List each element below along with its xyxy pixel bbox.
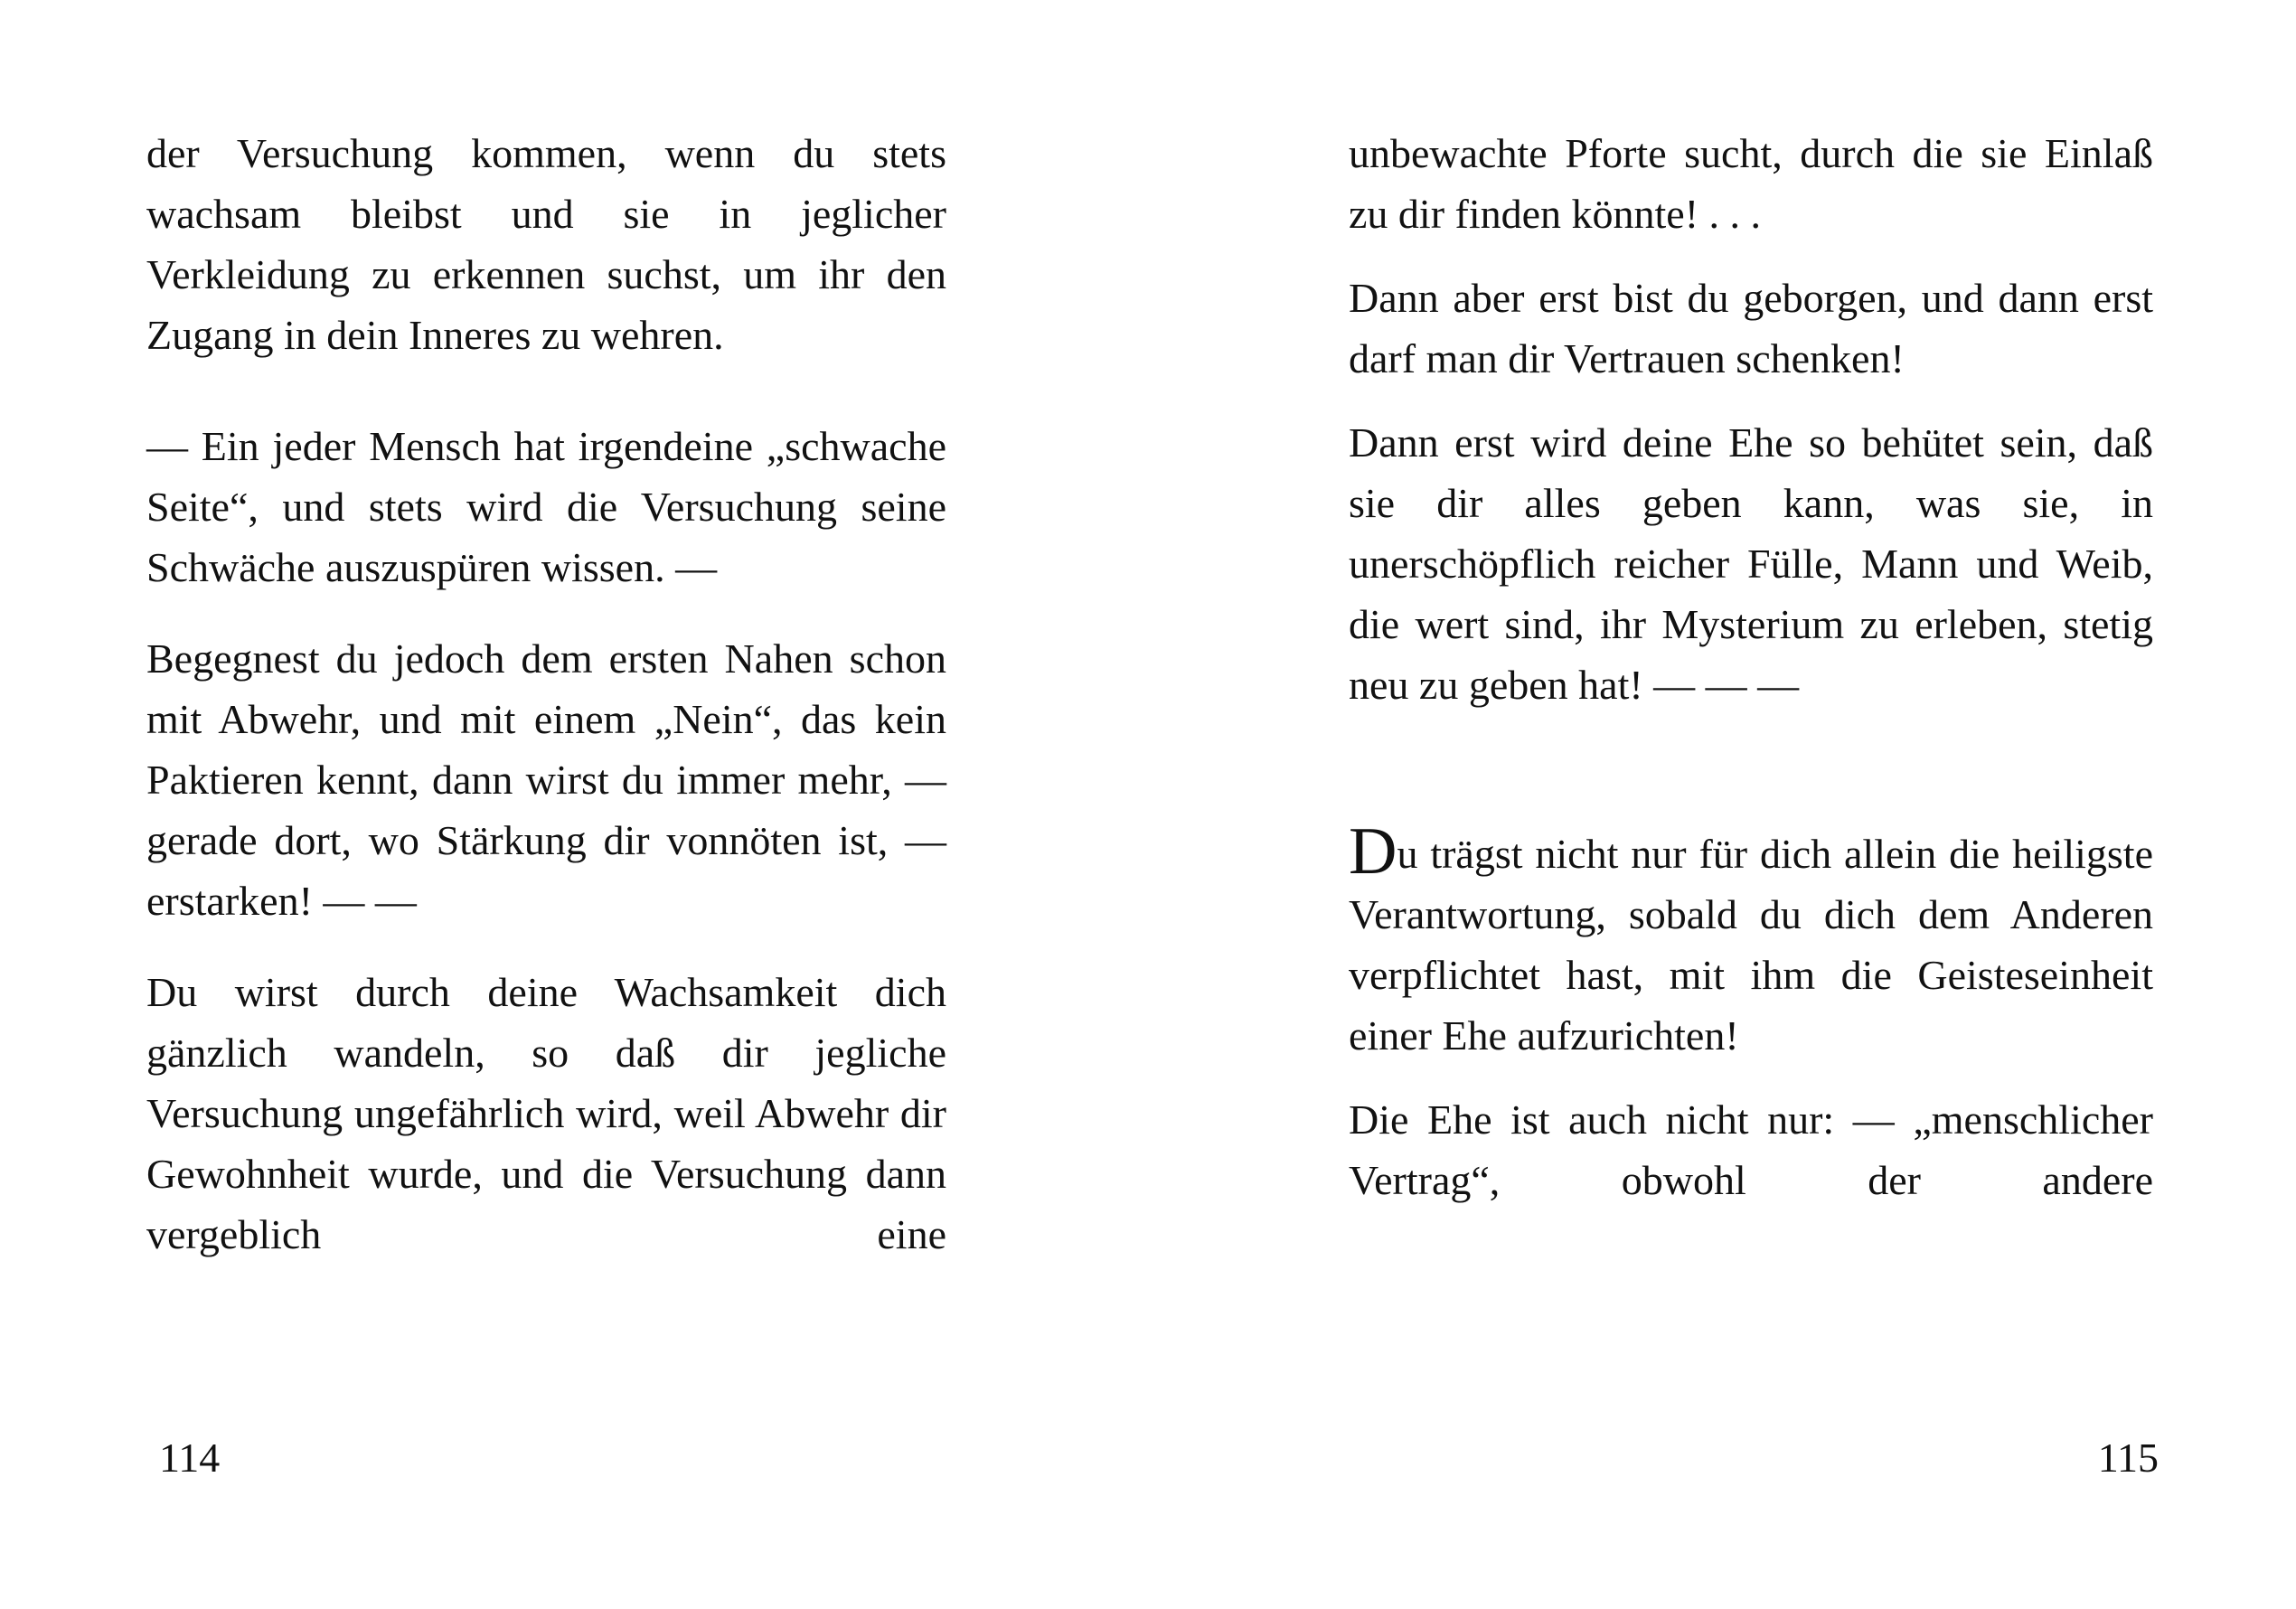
section-first-paragraph-text: u trägst nicht nur für dich allein die heiligste Verantwortung, sobald du dich dem Anderen verpflichtet hast, mit ihm die Geisteseinheit einer Ehe aufzurichten! xyxy=(1349,831,2153,1059)
paragraph: Begegnest du jedoch dem ersten Nahen schon mit Abwehr, und mit einem „Nein“, das kein Paktieren kennt, dann wirst du immer mehr, — gerade dort, wo Stärkung dir vonnöten ist, — erstarken! — — xyxy=(146,635,946,924)
paragraph: — Ein jeder Mensch hat irgendeine „schwache Seite“, und stets wird die Versuchung seine Schwäche auszuspüren wissen. — xyxy=(146,423,946,590)
paragraph: Dann erst wird deine Ehe so behütet sein, daß sie dir alles geben kann, was sie, in unerschöpflich reicher Fülle, Mann und Weib, die wert sind, ihr Mysterium zu erleben, stetig neu zu geben hat! — — — xyxy=(1349,419,2153,708)
section-first-paragraph xyxy=(1349,814,2153,1066)
paragraph: der Versuchung kommen, wenn du stets wachsam bleibst und sie in jeglicher Verkleidung zu erkennen suchst, um ihr den Zugang in dein Inneres zu wehren. xyxy=(146,130,946,358)
paragraph: Dann aber erst bist du geborgen, und dann erst darf man dir Vertrauen schenken! xyxy=(1349,275,2153,381)
paragraph: Du wirst durch deine Wachsamkeit dich gänzlich wandeln, so daß dir jegliche Versuchung ungefährlich wird, weil Abwehr dir Gewohnheit wurde, und die Versuchung dann vergeblich eine xyxy=(146,969,946,1257)
right-page xyxy=(1148,0,2296,1609)
right-page-text xyxy=(1349,123,2153,1210)
paragraph: Die Ehe ist auch nicht nur: — „menschlicher Vertrag“, obwohl der andere xyxy=(1349,1096,2153,1203)
paragraph: unbewachte Pforte sucht, durch die sie Einlaß zu dir finden könnte! . . . xyxy=(1349,130,2153,237)
page-number: 115 xyxy=(2097,1435,2159,1481)
page-number: 114 xyxy=(159,1435,221,1481)
drop-cap: D xyxy=(1349,814,1397,889)
left-page-text xyxy=(146,123,946,1265)
